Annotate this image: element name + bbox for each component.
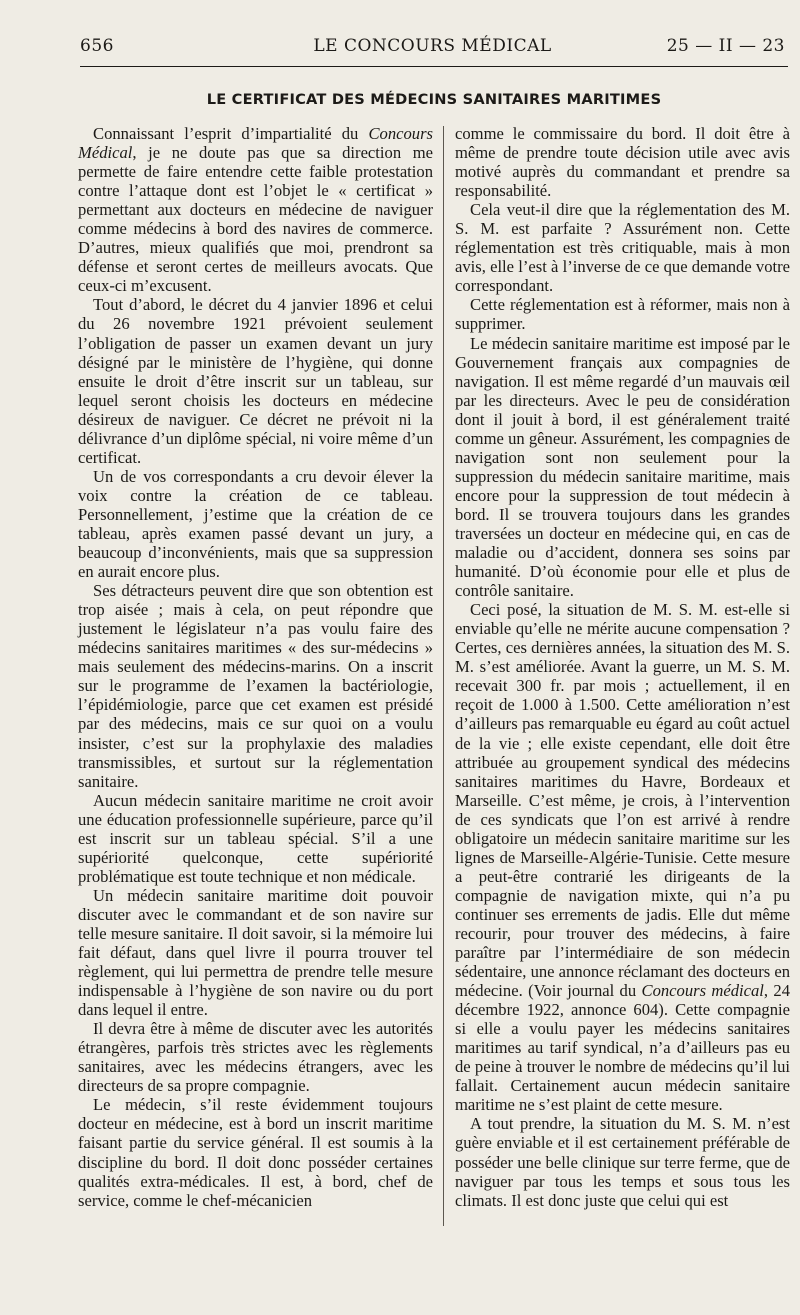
paragraph: Il devra être à même de discuter avec les autorités étrangères, parfois très strictes avec les règlements sanitaires, avec les médecins étrangers, avec les directeurs de sa propre compagnie.	[78, 1019, 433, 1096]
paragraph: Connaissant l’esprit d’impartialité du Concours Médical, je ne doute pas que sa direction me permette de faire entendre cette faible protestation contre l’attaque dont est l’objet le « certificat » permettant aux docteurs en médecine de naviguer comme médecins à bord des navires de commerce. D’autres, mieux qualifiés que moi, prendront sa défense et seront certes de meilleurs avocats. Que ceux-ci m’excusent.	[78, 124, 433, 296]
paragraph: Un médecin sanitaire maritime doit pouvoir discuter avec le commandant et de son navire sur telle mesure sanitaire. Il doit savoir, si la mémoire lui fait défaut, dans quel livre il pourra trouver tel règlement, qui lui permettra de prendre telle mesure indispensable à l’hygiène de son navire ou du port dans lequel il entre.	[78, 885, 433, 1020]
paragraph: comme le commissaire du bord. Il doit être à même de prendre toute décision utile avec avis motivé auprès du commandant et prendre sa responsabilité.	[455, 124, 790, 201]
running-header	[80, 36, 785, 58]
left-column	[78, 124, 433, 1234]
journal-title: LE CONCOURS MÉDICAL	[313, 36, 552, 56]
header-rule	[80, 66, 788, 67]
paragraph: Le médecin, s’il reste évidemment toujours docteur en médecine, est à bord un inscrit maritime faisant partie du service général. Il est soumis à la discipline du bord. Il doit donc posséder certaines qualités extra-médicales. Il est, à bord, chef de service, comme le chef-mécanicien	[78, 1095, 433, 1210]
paragraph: Cela veut-il dire que la réglementation des M. S. M. est parfaite ? Assurément non. Cette réglementation est très critiquable, mais à mon avis, elle l’est à l’inverse de ce que demande votre correspondant.	[455, 200, 790, 296]
paragraph: A tout prendre, la situation du M. S. M. n’est guère enviable et il est certainement préférable de posséder une belle clinique sur terre ferme, que de naviguer par tous les temps et sous tous les climats. Il est donc juste que celui qui est	[455, 1114, 790, 1210]
page-number: 656	[80, 36, 114, 56]
column-divider	[443, 126, 444, 1226]
paragraph: Ses détracteurs peuvent dire que son obtention est trop aisée ; mais à cela, on peut répondre que justement le législateur n’a pas voulu faire des médecins sanitaires maritimes « des sur-médecins » mais seulement des médecins-marins. On a inscrit sur le programme de l’examen la bactériologie, l’épidémiologie, parce que cet examen est présidé par des médecins, mais ce sur quoi on a voulu insister, c’est sur la prophylaxie des maladies transmissibles, et surtout sur la réglementation sanitaire.	[78, 581, 433, 791]
paragraph: Le médecin sanitaire maritime est imposé par le Gouvernement français aux compagnies de navigation. Il est même regardé d’un mauvais œil par les directeurs. Avec le peu de considération dont il jouit à bord, il est généralement traité comme un gêneur. Assurément, les compagnies de navigation sont non seulement pour la suppression du médecin sanitaire maritime, mais encore pour la suppression de tout médecin à bord. Il se trouvera toujours dans les grandes traversées un docteur en médecine qui, en cas de maladie ou d’accident, donnera ses soins par humanité. D’où économie pour elle et plus de contrôle sanitaire.	[455, 333, 790, 601]
paragraph: Tout d’abord, le décret du 4 janvier 1896 et celui du 26 novembre 1921 prévoient seulement l’obligation de passer un examen devant un jury désigné par le ministère de l’hygiène, qui donne ensuite le droit d’être inscrit sur un tableau, sur lequel seront choisis les docteurs en médecine désireux de naviguer. Ce décret ne prévoit ni la délivrance d’un diplôme spécial, ni voire même d’un certificat.	[78, 295, 433, 467]
article-title: LE CERTIFICAT DES MÉDECINS SANITAIRES MARITIMES	[206, 91, 662, 108]
paragraph: Ceci posé, la situation de M. S. M. est-elle si enviable qu’elle ne mérite aucune compensation ? Certes, ces dernières années, la situation des M. S. M. s’est améliorée. Avant la guerre, un M. S. M. recevait 300 fr. par mois ; actuellement, il en reçoit de 1.000 à 1.500. Cette amélioration n’est d’ailleurs pas remarquable eu égard au coût actuel de la vie ; elle existe cependant, elle doit être attribuée au groupement syndical des médecins sanitaires maritimes du Havre, Bordeaux et Marseille. C’est même, je crois, à l’intervention de ces syndicats que l’on est arrivé à rendre obligatoire un médecin sanitaire maritime sur les lignes de Marseille-Algérie-Tunisie. Cette mesure a peut-être contrarié les dirigeants de la compagnie de navigation mixte, qui n’a pu continuer ses errements de jadis. Elle dut même recourir, pour trouver des médecins, à faire paraître par l’intermédiaire de son médecin sédentaire, une annonce réclamant des docteurs en médecine. (Voir journal du Concours médical, 24 décembre 1922, annonce 604). Cette compagnie si elle a voulu payer les médecins sanitaires maritimes au tarif syndical, n’a d’ailleurs pas eu de peine à trouver le nombre de médecins qu’il lui fallait. Certainement aucun médecin sanitaire maritime ne s’est plaint de cette mesure.	[455, 600, 791, 1115]
paragraph: Un de vos correspondants a cru devoir élever la voix contre la création de ce tableau. Personnellement, j’estime que la création de ce tableau, après examen passé devant un jury, a beaucoup d’inconvénients, mais que sa suppression en aurait encore plus.	[78, 466, 433, 582]
paragraph: Aucun médecin sanitaire maritime ne croit avoir une éducation professionnelle supérieure, parce qu’il est inscrit sur un tableau spécial. S’il a une supériorité quelconque, cette supériorité problématique est toute technique et non médicale.	[78, 790, 433, 886]
paragraph: Cette réglementation est à réformer, mais non à supprimer.	[455, 295, 790, 334]
right-column	[455, 124, 790, 1234]
issue-date: 25 — II — 23	[666, 36, 785, 56]
